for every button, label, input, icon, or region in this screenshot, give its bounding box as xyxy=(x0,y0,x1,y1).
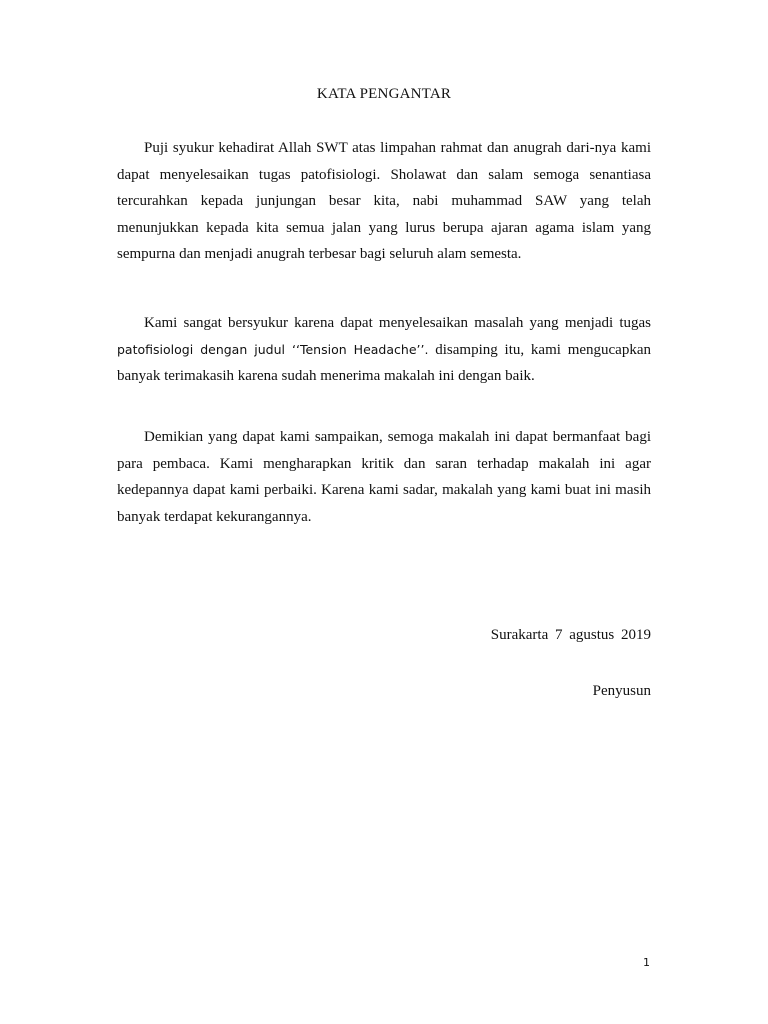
paragraph-2 xyxy=(117,310,651,390)
page-title: KATA PENGANTAR xyxy=(316,86,452,102)
paragraph-3: Demikian yang dapat kami sampaikan, semoga makalah ini dapat bermanfaat bagi para pembaca. Kami mengharapkan kritik dan saran terhadap makalah ini agar kedepannya dapat kami perbaiki. Karena kami sadar, makalah yang kami buat ini masih banyak terdapat kekurangannya. xyxy=(117,429,651,525)
paragraph-2-title-phrase: patofisiologi dengan judul ‘‘Tension Headache’’. xyxy=(117,341,429,357)
author-signoff: Penyusun xyxy=(592,683,651,699)
paragraph-1: Puji syukur kehadirat Allah SWT atas limpahan rahmat dan anugrah dari-nya kami dapat menyelesaikan tugas patofisiologi. Sholawat dan salam semoga senantiasa tercurahkan kepada junjungan besar kita, nabi muhammad SAW yang telah menunjukkan kepada kita semua jalan yang lurus berupa ajaran agama islam yang sempurna dan menjadi anugrah terbesar bagi seluruh alam semesta. xyxy=(117,140,651,262)
place-date: Surakarta 7 agustus 2019 xyxy=(490,627,651,643)
paragraph-2-end: disamping itu, kami mengucapkan banyak terimakasih karena sudah menerima makalah ini dengan baik. xyxy=(117,341,651,384)
page-number: 1 xyxy=(643,956,650,969)
paragraph-2-start: Kami sangat bersyukur karena dapat menyelesaikan masalah yang menjadi tugas xyxy=(144,315,651,331)
